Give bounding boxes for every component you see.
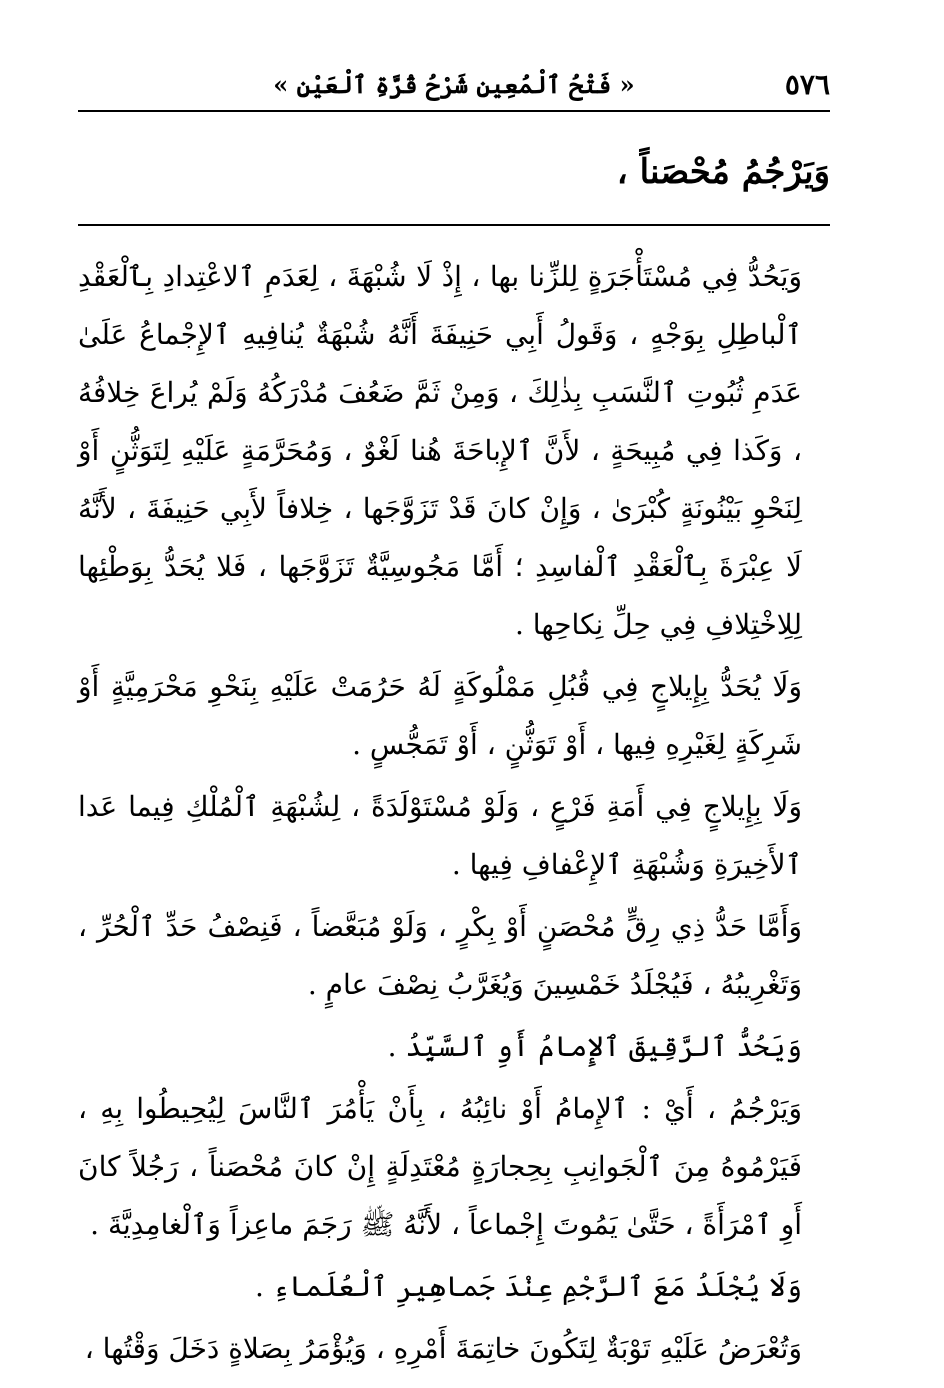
paragraph: وَيَحُدُّ فِي مُسْتَأْجَرَةٍ لِلزِّنا بها ، إِذْ لَا شُبْهَةَ ، لِعَدَمِ ٱلاعْتِدادِ بِٱلْعَقْدِ ٱلْباطِلِ بِوَجْهٍ ، وَقَولُ أَبِي حَنِيفَةَ أَنَّهُ شُبْهَةٌ يُنافِيهِ ٱلإِجْماعُ عَلَىٰ عَدَمِ ثُبُوتِ ٱلنَّسَبِ بِذٰلِكَ ، وَمِنْ ثَمَّ ضَعُفَ مُدْرَكُهُ وَلَمْ يُراعَ خِلافُهُ ، وَكَذا فِي مُبِيحَةٍ ، لأَنَّ ٱلإِباحَةَ هُنا لَغْوٌ ، وَمُحَرَّمَةٍ عَلَيْهِ لِتَوَثُّنٍ أَوْ لِنَحْوِ بَيْنُونَةٍ كُبْرَىٰ ، وَإِنْ كانَ قَدْ تَزَوَّجَها ، خِلافاً لأَبِي حَنِيفَةَ ، لأَنَّهُ لَا عِبْرَةَ بِٱلْعَقْدِ ٱلْفاسِدِ ؛ أَمَّا مَجُوسِيَّةٌ تَزَوَّجَها ، فَلا يُحَدُّ بِوَطْئِها لِلِاخْتِلافِ فِي حِلِّ نِكاحِها . xyxy=(78,260,802,641)
paragraph: وَلَا يُحَدُّ بِإِيلاجٍ فِي قُبُلِ مَمْلُوكَةٍ لَهُ حَرُمَتْ عَلَيْهِ بِنَحْوِ مَحْرَمِيَّةٍ أَوْ شَرِكَةٍ لِغَيْرِهِ فِيها ، أَوْ تَوَثُّنٍ ، أَوْ تَمَجُّسٍ . xyxy=(78,670,802,761)
page-header xyxy=(78,60,830,112)
paragraph: وَلَا يُجْلَدُ مَعَ ٱلرَّجْمِ عِنْدَ جَماهِيرِ ٱلْعُلَماءِ . xyxy=(255,1270,802,1303)
book-page xyxy=(78,60,830,1365)
paragraph: وَأَمَّا حَدُّ ذِي رِقٍّ مُحْصَنٍ أَوْ بِكْرٍ ، وَلَوْ مُبَعَّضاً ، فَنِصْفُ حَدِّ ٱلْحُرِّ ، وَتَغْرِيبُهُ ، فَيُجْلَدُ خَمْسِينَ وَيُغَرَّبُ نِصْفَ عامٍ . xyxy=(78,910,802,1001)
commentary-body xyxy=(78,248,830,1378)
running-title: « فَتْحُ ٱلْمُعِينِ شَرْحُ قُرَّةِ ٱلْعَيْنِ » xyxy=(273,70,635,99)
paragraph: وَتُعْرَضُ عَلَيْهِ تَوْبَةٌ لِتَكُونَ خاتِمَةَ أَمْرِهِ ، وَيُؤْمَرُ بِصَلاةٍ دَخَلَ وَقْتُها ، xyxy=(84,1332,802,1365)
paragraph: وَيَرْجُمُ ، أَيْ : ٱلإِمامُ أَوْ نائِبُهُ ، بِأَنْ يَأْمُرَ ٱلنَّاسَ لِيُحِيطُوا بِهِ ، فَيَرْمُوهُ مِنَ ٱلْجَوانِبِ بِحِجارَةٍ مُعْتَدِلَةٍ إِنْ كانَ مُحْصَناً ، رَجُلاً كانَ أَوِ ٱمْرَأَةً ، حَتَّىٰ يَمُوتَ إِجْماعاً ، لأَنَّهُ ﷺ رَجَمَ ماعِزاً وَٱلْغامِدِيَّةَ . xyxy=(78,1092,802,1241)
page-number: ٥٧٦ xyxy=(784,68,830,101)
paragraph: وَيَحُدُّ ٱلرَّقِيقَ ٱلإِمامُ أَوِ ٱلسَّيِّدُ . xyxy=(387,1030,802,1063)
matn-text: وَيَرْجُمُ مُحْصَناً ، xyxy=(78,148,830,226)
paragraph: وَلَا بِإِيلاجٍ فِي أَمَةِ فَرْعٍ ، وَلَوْ مُسْتَوْلَدَةً ، لِشُبْهَةِ ٱلْمُلْكِ فِيما عَدا ٱلأَخِيرَةِ وَشُبْهَةِ ٱلإِعْفافِ فِيها . xyxy=(78,790,802,881)
